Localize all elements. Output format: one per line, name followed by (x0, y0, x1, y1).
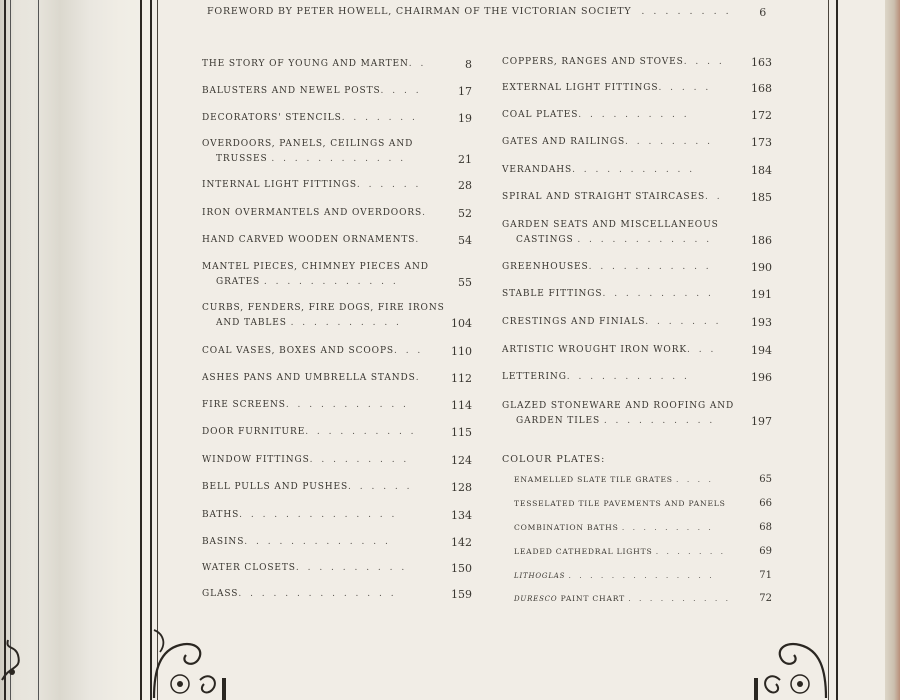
toc-entry (502, 108, 772, 123)
entry-title-line2: CASTINGS (516, 235, 574, 245)
leader-dots: . . . . . . . . . . . (588, 262, 712, 272)
page-number: 19 (458, 112, 472, 125)
toc-entry (502, 218, 772, 248)
entry-title: COPPERS, RANGES AND STOVES (502, 57, 684, 67)
page-number: 72 (759, 593, 772, 604)
page-number: 159 (451, 588, 472, 601)
page-number: 28 (458, 179, 472, 192)
leader-dots: . . . . . . . . . . (290, 318, 402, 328)
entry-title: EXTERNAL LIGHT FITTINGS (502, 83, 659, 93)
page-number: 163 (751, 56, 772, 69)
leader-dots: . . (408, 59, 427, 69)
toc-entry (202, 233, 472, 248)
entry-title: VERANDAHS (502, 165, 573, 175)
toc-entry (502, 190, 772, 205)
entry-title: GARDEN SEATS AND MISCELLANEOUS (502, 220, 719, 230)
entry-title-continued (202, 275, 472, 290)
entry-title: FOREWORD BY PETER HOWELL, CHAIRMAN OF THE VICTORIAN SOCIETY (207, 6, 632, 17)
entry-title: SPIRAL AND STRAIGHT STAIRCASES (502, 192, 706, 202)
colour-plates-heading: COLOUR PLATES: (502, 454, 606, 465)
toc-entry (202, 561, 472, 576)
toc-entry (502, 55, 772, 70)
toc-entry (202, 137, 472, 167)
entry-title: BATHS (202, 510, 240, 520)
entry-title: COMBINATION BATHS (514, 523, 619, 532)
colour-plate-entry (514, 522, 772, 534)
entry-title-continued (502, 233, 772, 248)
toc-entry (202, 508, 472, 523)
page-number: 186 (751, 234, 772, 247)
colour-plate-entry (514, 498, 772, 510)
entry-title: GLASS (202, 589, 239, 599)
colour-plate-entry (514, 474, 772, 486)
entry-title: GATES AND RAILINGS (502, 137, 626, 147)
leader-dots: . . . . . . (348, 482, 413, 492)
page-number: 115 (451, 426, 472, 439)
toc-entry (502, 370, 772, 385)
page-number: 71 (759, 570, 772, 581)
page-number: 168 (751, 82, 772, 95)
entry-title: CRESTINGS AND FINIALS (502, 317, 646, 327)
leader-dots: . . . . (380, 86, 422, 96)
colour-plate-entry (514, 593, 772, 605)
entry-title: WINDOW FITTINGS (202, 455, 310, 465)
book-spine-left-page (0, 0, 150, 700)
page-number: 184 (751, 164, 772, 177)
entry-title-continued (202, 152, 472, 167)
page-number: 110 (451, 345, 472, 358)
leader-dots: . . . . . . . . . (621, 523, 714, 532)
leader-dots: . . . . . . . (341, 113, 418, 123)
toc-entry (202, 178, 472, 193)
page-number: 190 (751, 261, 772, 274)
leader-dots: . . . . (683, 57, 725, 67)
leader-dots: . . . . . . . . . . . . . . (238, 589, 397, 599)
leader-dots: . . . . . . . (655, 547, 727, 556)
ornament-corner-icon (0, 610, 30, 690)
page-number: 8 (465, 58, 472, 71)
leader-dots: . . . . . . . . . . (578, 110, 690, 120)
entry-title: FIRE SCREENS (202, 400, 286, 410)
page-number: 68 (759, 522, 772, 533)
ornament-corner-icon (150, 610, 240, 700)
page-number: 55 (458, 276, 472, 289)
toc-entry (502, 81, 772, 96)
entry-title: COAL VASES, BOXES AND SCOOPS (202, 346, 394, 356)
toc-entry (202, 398, 472, 413)
leader-dots: . . . . . . . . (625, 137, 713, 147)
toc-entry (202, 84, 472, 99)
entry-title-continued (502, 414, 772, 429)
toc-entry (202, 425, 472, 440)
toc-entry (502, 163, 772, 178)
entry-title: DECORATORS' STENCILS (202, 113, 342, 123)
toc-entry (502, 260, 772, 275)
page-number: 6 (759, 6, 767, 19)
leader-dots: . . . . . . . . . . . (566, 372, 690, 382)
leader-dots: . . . . . . . . . . (602, 289, 714, 299)
entry-title-continued (202, 316, 472, 331)
entry-title: BALUSTERS AND NEWEL POSTS (202, 86, 381, 96)
entry-title: CURBS, FENDERS, FIRE DOGS, FIRE IRONS (202, 303, 445, 313)
leader-dots: . . . . . . . . . . . . (271, 154, 407, 164)
foreword-entry (207, 6, 767, 17)
page-number: 142 (451, 536, 472, 549)
page-number: 17 (458, 85, 472, 98)
entry-title: THE STORY OF YOUNG AND MARTEN (202, 59, 409, 69)
page-number: 21 (458, 153, 472, 166)
leader-dots: . . (705, 192, 723, 202)
leader-dots: . . . . (676, 475, 714, 484)
page-number: 124 (451, 454, 472, 467)
page-number: 69 (759, 546, 772, 557)
toc-entry (202, 206, 472, 221)
entry-title: LETTERING (502, 372, 567, 382)
entry-title: INTERNAL LIGHT FITTINGS (202, 180, 357, 190)
page-number: 66 (759, 498, 772, 509)
page-number: 197 (751, 415, 772, 428)
entry-title-line2: GARDEN TILES (516, 416, 601, 426)
entry-brand-name: DURESCO (514, 595, 558, 603)
entry-title: ARTISTIC WROUGHT IRON WORK (502, 345, 688, 355)
page-number: 128 (451, 481, 472, 494)
leader-dots: . (415, 373, 422, 383)
toc-entry (202, 301, 472, 331)
leader-dots: . . . . . . . . . (309, 455, 410, 465)
entry-title: GLAZED STONEWARE AND ROOFING AND (502, 401, 735, 411)
entry-title: HAND CARVED WOODEN ORNAMENTS (202, 235, 416, 245)
entry-title-line2: TRUSSES (216, 154, 268, 164)
toc-entry (502, 315, 772, 330)
leader-dots: . . . . . . . . . . . (285, 400, 409, 410)
leader-dots: . . . . . . . . . . (295, 563, 408, 573)
entry-title: WATER CLOSETS (202, 563, 296, 573)
leader-dots: . . . . . . . . . . (628, 594, 732, 603)
toc-entry (202, 57, 472, 72)
entry-title-line2: AND TABLES (216, 318, 287, 328)
toc-entry (202, 260, 472, 290)
page-number: 193 (751, 316, 772, 329)
page-number: 112 (451, 372, 472, 385)
page-number: 172 (751, 109, 772, 122)
toc-entry (202, 111, 472, 126)
page-number: 196 (751, 371, 772, 384)
leader-dots: . . . . . . . . . . . . (263, 277, 399, 287)
entry-title-line2: GRATES (216, 277, 261, 287)
leader-dots: . . . . . . . . . . . . . (244, 537, 391, 547)
page-number: 104 (451, 317, 472, 330)
page-number: 114 (451, 399, 472, 412)
entry-title: IRON OVERMANTELS AND OVERDOORS (202, 208, 423, 218)
toc-entry (502, 343, 772, 358)
entry-title: DOOR FURNITURE (202, 427, 306, 437)
page-number: 65 (759, 474, 772, 485)
entry-title: STABLE FITTINGS (502, 289, 603, 299)
entry-brand-name: LITHOGLAS (514, 572, 566, 580)
colour-plate-entry (514, 546, 772, 558)
leader-dots: . . . . . (658, 83, 712, 93)
entry-title: GREENHOUSES (502, 262, 589, 272)
entry-title: LEADED CATHEDRAL LIGHTS (514, 547, 653, 556)
toc-entry (202, 480, 472, 495)
leader-dots: . . . . . . . . (641, 6, 732, 17)
entry-title: MANTEL PIECES, CHIMNEY PIECES AND (202, 262, 429, 272)
leader-dots: . . . . . . . . . . . (572, 165, 696, 175)
leader-dots: . . . . . . (356, 180, 422, 190)
toc-entry (502, 135, 772, 150)
leader-dots: . . . . . . . . . . . . . . (568, 571, 715, 580)
page-number: 173 (751, 136, 772, 149)
entry-title: COAL PLATES (502, 110, 579, 120)
toc-entry (502, 287, 772, 302)
page-number: 54 (458, 234, 472, 247)
toc-entry (202, 587, 472, 602)
colour-plate-entry (514, 570, 772, 582)
toc-entry (202, 371, 472, 386)
entry-title: ENAMELLED SLATE TILE GRATES (514, 475, 673, 484)
entry-title: BELL PULLS AND PUSHES (202, 482, 349, 492)
entry-title: ASHES PANS AND UMBRELLA STANDS (202, 373, 416, 383)
toc-entry (502, 399, 772, 429)
entry-title: BASINS (202, 537, 245, 547)
page-number: 52 (458, 207, 472, 220)
leader-dots: . . . . . . . . . . . . . . (239, 510, 398, 520)
page-number: 150 (451, 562, 472, 575)
leader-dots: . . . . . . . . . . (305, 427, 417, 437)
leader-dots: . . . . . . . . . . (603, 416, 716, 426)
entry-title: PAINT CHART (560, 594, 625, 603)
entry-title: OVERDOORS, PANELS, CEILINGS AND (202, 139, 414, 149)
leader-dots: . (415, 235, 422, 245)
page-number: 185 (751, 191, 772, 204)
leader-dots: . . . (687, 345, 717, 355)
page-number: 194 (751, 344, 772, 357)
leader-dots: . . . . . . . . . . . . (577, 235, 713, 245)
leader-dots: . . . . . . . (645, 317, 722, 327)
leader-dots: . . . (393, 346, 424, 356)
entry-title: TESSELATED TILE PAVEMENTS AND PANELS (514, 499, 726, 508)
ornament-corner-icon (740, 610, 830, 700)
page-number: 191 (751, 288, 772, 301)
toc-entry (202, 535, 472, 550)
toc-entry (202, 344, 472, 359)
leader-dots: . (422, 208, 428, 218)
toc-entry (202, 453, 472, 468)
page-number: 134 (451, 509, 472, 522)
book-edge (885, 0, 900, 700)
